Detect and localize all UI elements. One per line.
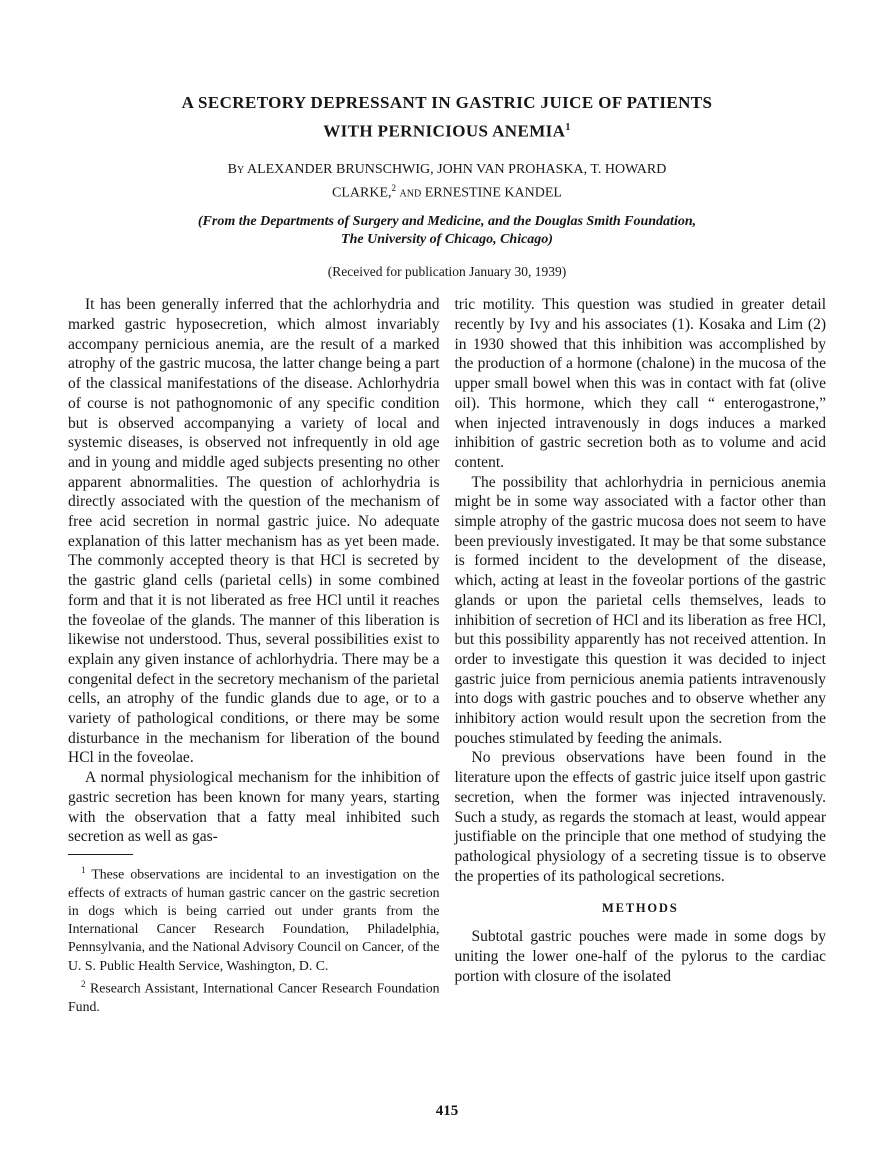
footnote-text: Research Assistant, International Cancer Research Foundation Fund. <box>68 980 440 1014</box>
section-heading-methods: METHODS <box>602 901 679 916</box>
authors-line-2: ERNESTINE KANDEL <box>424 185 562 201</box>
footnote <box>68 861 440 975</box>
two-column-body <box>68 295 826 1016</box>
footnote-marker: 1 <box>81 865 86 875</box>
affiliation-line-2: The University of Chicago, Chicago) <box>341 232 553 248</box>
body-paragraph: Subtotal gastric pouches were made in some dogs by uniting the lower one-half of the pylorus to the cardiac portion with closure of the isolated <box>454 928 826 985</box>
footnote-text: These observations are incidental to an investigation on the effects of extracts of human gastric cancer on the gastric secretion in dogs which is being carried out under grants from the International Cancer Research Foundation, Philadelphia, Pennsylvania, and the National Advisory Council on Cancer, of the U. S. Public Health Service, Washington, D. C. <box>68 866 440 973</box>
authors-byline <box>68 161 826 203</box>
body-paragraph: tric motility. This question was studied in greater detail recently by Ivy and his associates (1). Kosaka and Lim (2) in 1930 showed that this inhibition was accomplished by the production of a hormone (chalone) in the mucosa of the upper small bowel when this was in contact with fat (olive oil). This hormone, which they call “ enterogastrone,” when injected intravenously in dogs induces a marked inhibition of gastric secretion both as to volume and acid content. <box>454 296 826 471</box>
received-note: (Received for publication January 30, 1939) <box>327 264 567 280</box>
footnote-marker: 2 <box>81 978 86 989</box>
affiliation <box>68 213 826 249</box>
authors-line-1: ALEXANDER BRUNSCHWIG, JOHN VAN PROHASKA, T. HOWARD <box>246 161 667 177</box>
and-label: and <box>399 185 422 201</box>
affiliation-line-1: (From the Departments of Surgery and Medicine, and the Douglas Smith Foundation, <box>197 214 697 230</box>
author-clarke: CLARKE, <box>332 185 392 201</box>
author-footnote-marker: 2 <box>391 182 397 193</box>
left-column <box>68 295 440 1016</box>
title-line-2 <box>68 115 826 144</box>
body-paragraph: The possibility that achlorhydria in pernicious anemia might be in some way associated with a factor other than simple atrophy of the gastric mucosa does not seem to have been previously investigated. It may be that some substance is formed incident to the development of the disease, which, acting at least in the foveolar portions of the gastric glands or upon the parietal cells themselves, leads to inhibition of secretion of HCl and its liberation as free HCl, but this possibility apparently has not received attention. In order to investigate this question it was decided to inject gastric juice from pernicious anemia patients intravenously into dogs with gastric pouches and to observe whether any inhibitory action would result upon the secretion from the pouches stimulated by feeding the animals. <box>454 473 826 747</box>
body-paragraph: A normal physiological mechanism for the inhibition of gastric secretion has been known for many years, starting with the observation that a fatty meal inhibited such secretion as well as gas- <box>68 769 440 846</box>
footnote <box>68 975 440 1016</box>
article-title <box>68 90 826 144</box>
article-header <box>68 90 826 280</box>
page-number: 415 <box>435 1103 459 1119</box>
footnote-rule <box>68 854 133 855</box>
right-column <box>455 295 827 1016</box>
by-label: By <box>227 161 245 177</box>
title-footnote-marker: 1 <box>565 122 571 133</box>
title-line-1: A SECRETORY DEPRESSANT IN GASTRIC JUICE OF PATIENTS <box>181 93 713 112</box>
body-paragraph: No previous observations have been found in the literature upon the effects of gastric juice itself upon gastric secretion, when the former was injected intravenously. Such a study, as regards the stomach at least, would appear justifiable on the principle that one method of studying the pathological physiology of a secreting tissue is to observe the properties of its pathological secretions. <box>454 749 826 885</box>
title-line-2-text: WITH PERNICIOUS ANEMIA <box>323 121 566 141</box>
body-paragraph: It has been generally inferred that the achlorhydria and marked gastric hyposecretion, which almost invariably accompany pernicious anemia, are the result of a marked atrophy of the gastric mucosa, the latter change being a part of the classical manifestations of the disease. Achlorhydria of course is not pathognomonic of any specific condition but is observed accompanying a variety of local and systemic diseases, is observed not infrequently in old age and in young and middle aged subjects presenting no other apparent abnormalities. The question of achlorhydria is directly associated with the question of the mechanism of free acid secretion in normal gastric juice. No adequate explanation of this latter mechanism has as yet been made. The commonly accepted theory is that HCl is secreted by the gastric gland cells (parietal cells) in some combined form and that it is not liberated as free HCl until it reaches the foveolae of the glands. The manner of this liberation is likewise not understood. Thus, several possibilities exist to explain any given instance of achlorhydria. There may be a congenital defect in the secretory mechanism of the parietal cells, an atrophy of the fundic glands due to age, or to a variety of pathological conditions, or there may be some disturbance in the mechanism for liberation of the bound HCl in the foveolae. <box>68 296 440 767</box>
